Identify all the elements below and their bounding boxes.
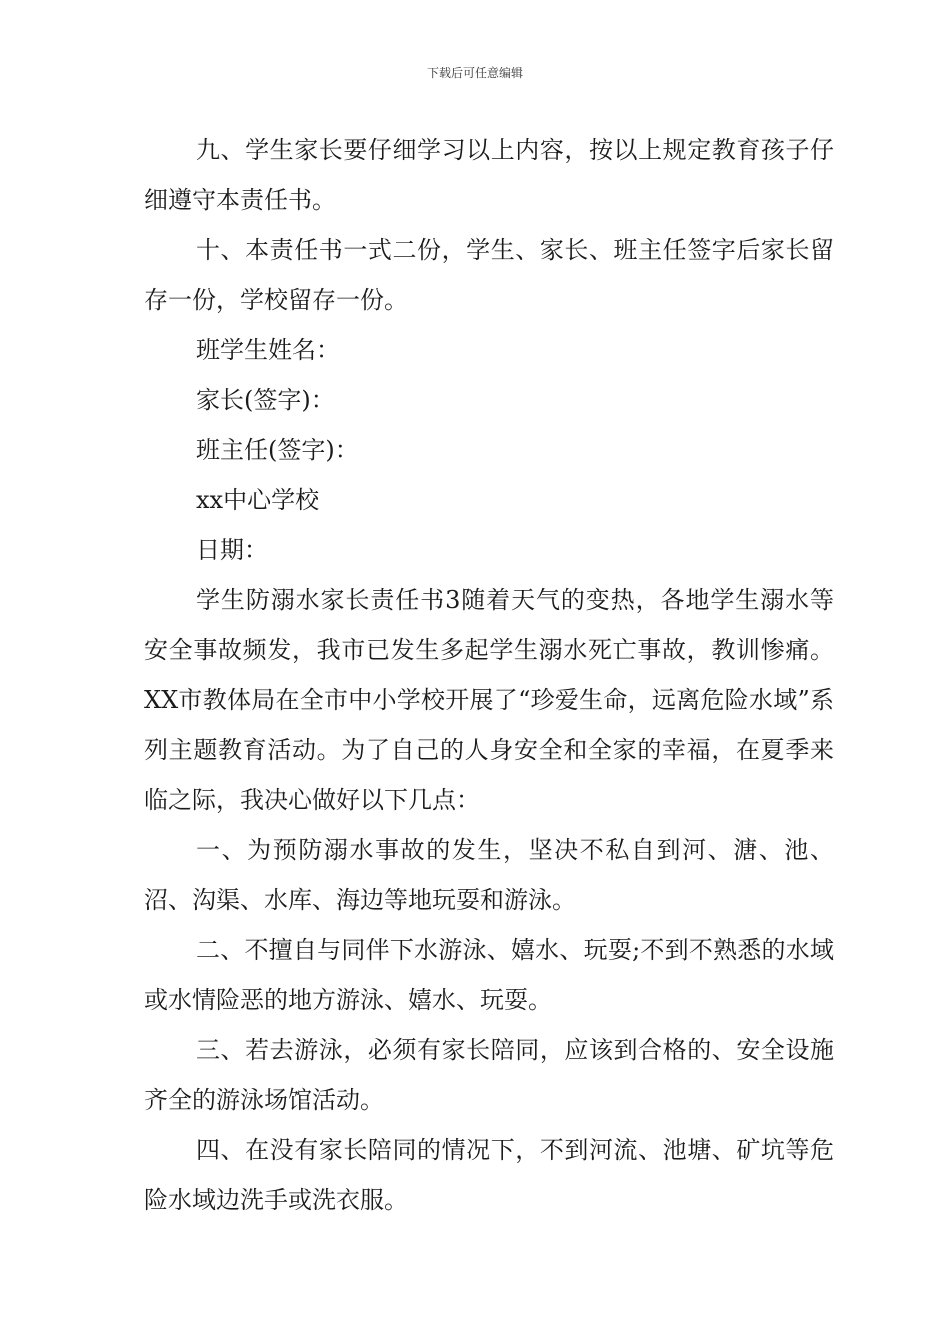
document-body: [144, 125, 834, 1225]
parent-signature-line: 家长(签字)：: [196, 386, 335, 414]
paragraph-item-3: 三、若去游泳，必须有家长陪同，应该到合格的、安全设施齐全的游泳场馆活动。: [144, 1036, 834, 1114]
date-line: 日期：: [196, 536, 268, 564]
school-name-line: xx中心学校: [196, 486, 320, 514]
paragraph-item-2: 二、不擅自与同伴下水游泳、嬉水、玩耍;不到不熟悉的水域或水情险恶的地方游泳、嬉水、玩耍。: [144, 936, 834, 1014]
student-name-line: 班学生姓名：: [196, 336, 340, 364]
paragraph-item-4: 四、在没有家长陪同的情况下，不到河流、池塘、矿坑等危险水域边洗手或洗衣服。: [144, 1136, 834, 1214]
paragraph-item-1: 一、为预防溺水事故的发生，坚决不私自到河、溏、池、沼、沟渠、水库、海边等地玩耍和游泳。: [144, 836, 834, 914]
paragraph-item-9: 九、学生家长要仔细学习以上内容，按以上规定教育孩子仔细遵守本责任书。: [144, 136, 834, 214]
paragraph-item-10: 十、本责任书一式二份，学生、家长、班主任签字后家长留存一份，学校留存一份。: [144, 236, 834, 314]
intro-paragraph: 学生防溺水家长责任书3随着天气的变热，各地学生溺水等安全事故频发，我市已发生多起学生溺水死亡事故，教训惨痛。XX市教体局在全市中小学校开展了“珍爱生命，远离危险水域”系列主题教育活动。为了自己的人身安全和全家的幸福，在夏季来临之际，我决心做好以下几点：: [144, 586, 834, 814]
teacher-signature-line: 班主任(签字)：: [196, 436, 359, 464]
page-header: 下载后可任意编辑: [426, 66, 523, 80]
